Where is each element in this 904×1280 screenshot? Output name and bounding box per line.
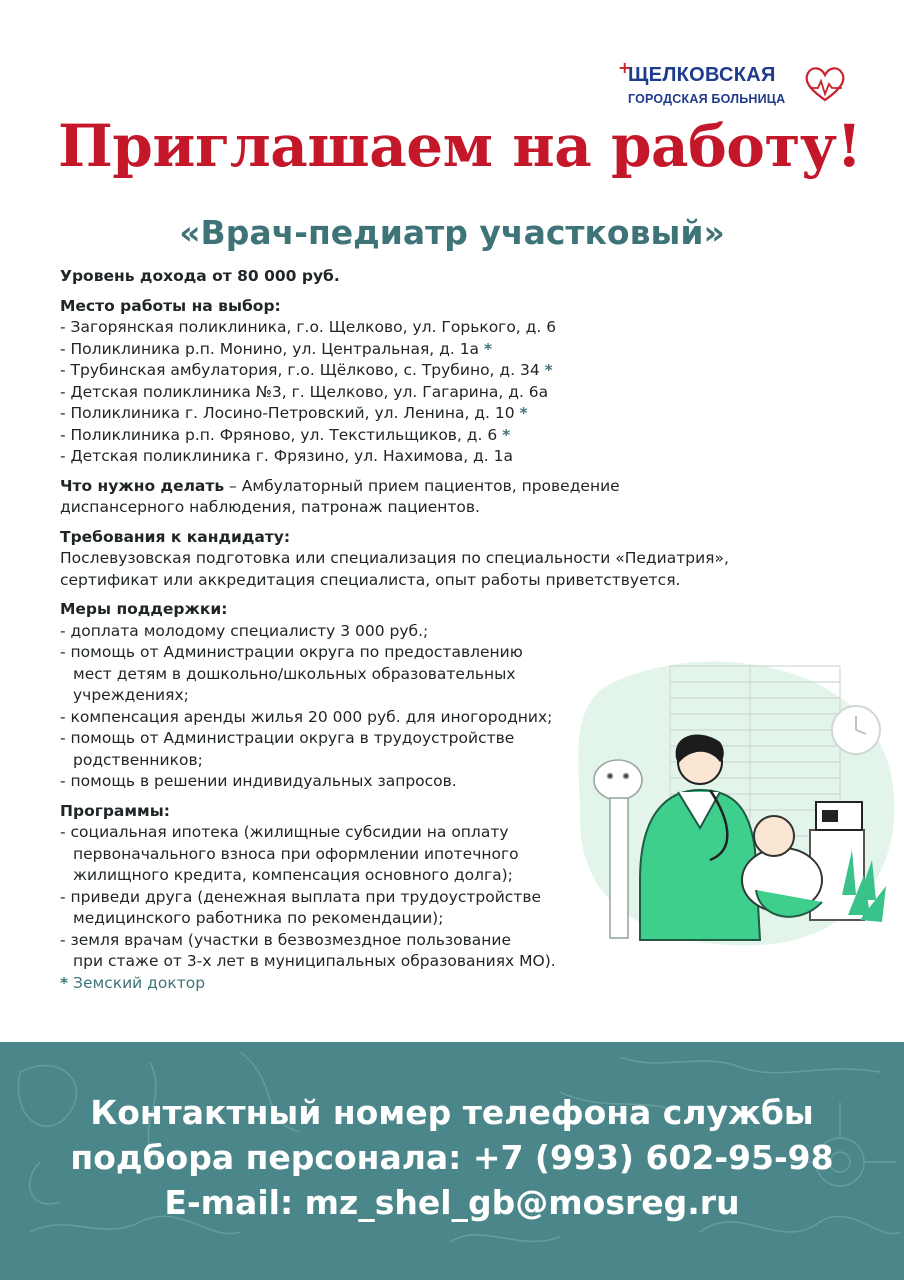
- support-item-continued: мест детям в дошкольно/школьных образовательных: [73, 664, 516, 683]
- page-title: Приглашаем на работу!: [58, 112, 862, 180]
- support-item: - помощь в решении индивидуальных запросов.: [60, 772, 457, 790]
- workplaces-heading: Место работы на выбор:: [60, 296, 281, 315]
- workplace-item: - Поликлиника р.п. Фряново, ул. Текстильщиков, д. 6 *: [60, 425, 511, 444]
- contact-info: [0, 1090, 904, 1225]
- program-item: - приведи друга (денежная выплата при трудоустройстве: [60, 887, 541, 906]
- salary: Уровень дохода от 80 000 руб.: [60, 267, 340, 285]
- vacancy-title: «Врач-педиатр участковый»: [179, 213, 725, 252]
- footnote: * Земский доктор: [60, 973, 206, 992]
- duties: Что нужно делать – Амбулаторный прием пациентов, проведение: [60, 476, 620, 495]
- program-item: - земля врачам (участки в безвозмездное пользование: [60, 930, 511, 949]
- workplace-item: - Поликлиника г. Лосино-Петровский, ул. Ленина, д. 10 *: [60, 404, 528, 422]
- contact-line-1: Контактный номер телефона службы: [90, 1093, 814, 1132]
- support-item: - доплата молодому специалисту 3 000 руб.;: [60, 621, 429, 640]
- workplace-item: - Загорянская поликлиника, г.о. Щелково, ул. Горького, д. 6: [60, 318, 557, 336]
- workplace-item: - Поликлиника р.п. Монино, ул. Центральная, д. 1а *: [60, 339, 493, 358]
- duties-label: Что нужно делать: [60, 476, 225, 495]
- support-item-continued: учреждениях;: [73, 686, 189, 704]
- workplace-item: - Детская поликлиника г. Фрязино, ул. Нахимова, д. 1а: [60, 447, 513, 465]
- support-item: - помощь от Администрации округа по предоставлению: [60, 643, 523, 661]
- program-item-continued: первоначального взноса при оформлении ипотечного: [73, 844, 519, 863]
- program-item-continued: медицинского работника по рекомендации);: [73, 909, 444, 927]
- logo-name: ЩЕЛКОВСКАЯ: [628, 64, 776, 86]
- logo-subtitle: ГОРОДСКАЯ БОЛЬНИЦА: [628, 92, 786, 106]
- contact-email: E-mail: mz_shel_gb@mosreg.ru: [164, 1183, 740, 1222]
- support-item: - помощь от Администрации округа в трудоустройстве: [60, 729, 515, 747]
- programs-heading: Программы:: [60, 801, 170, 820]
- medical-cross-icon: +: [618, 58, 632, 77]
- workplace-item: - Детская поликлиника №3, г. Щелково, ул. Гагарина, д. 6а: [60, 382, 549, 401]
- vacancy-details: [60, 266, 860, 994]
- contact-phone: подбора персонала: +7 (993) 602-95-98: [70, 1138, 834, 1177]
- workplace-item: - Трубинская амбулатория, г.о. Щёлково, с. Трубино, д. 34 *: [60, 361, 553, 379]
- contact-banner: [0, 1042, 904, 1280]
- program-item: - социальная ипотека (жилищные субсидии на оплату: [60, 823, 509, 841]
- requirements-text: Послевузовская подготовка или специализация по специальности «Педиатрия»,: [60, 549, 729, 567]
- heart-icon: [802, 64, 848, 104]
- duties-continued: диспансерного наблюдения, патронаж пациентов.: [60, 498, 480, 516]
- requirements-text: сертификат или аккредитация специалиста, опыт работы приветствуется.: [60, 570, 681, 589]
- program-item-continued: жилищного кредита, компенсация основного долга);: [73, 866, 513, 884]
- support-item: - компенсация аренды жилья 20 000 руб. для иногородних;: [60, 707, 553, 726]
- program-item-continued: при стаже от 3-х лет в муниципальных образованиях МО).: [73, 952, 556, 970]
- support-item-continued: родственников;: [73, 750, 203, 769]
- requirements-heading: Требования к кандидату:: [60, 527, 291, 546]
- support-heading: Меры поддержки:: [60, 600, 228, 618]
